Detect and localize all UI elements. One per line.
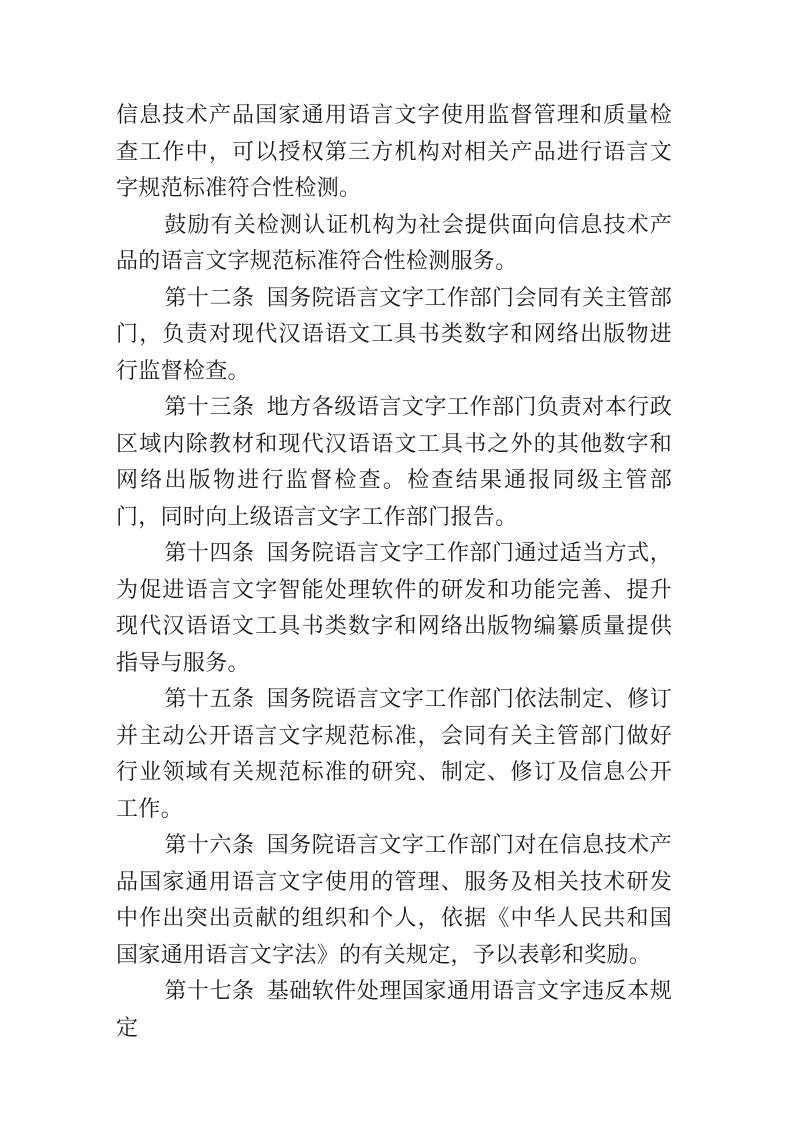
article-number: 第十四条 — [164, 541, 255, 566]
article-17 — [116, 974, 672, 1047]
article-13 — [116, 390, 672, 536]
article-text: 国务院语言文字工作部门对在信息技术产品国家通用语言文字使用的管理、服务及相关技术研发中作出突出贡献的组织和个人，依据《中华人民共和国国家通用语言文字法》的有关规定，予以表彰和奖励。 — [116, 833, 672, 968]
article-14 — [116, 536, 672, 682]
paragraph-text: 鼓励有关检测认证机构为社会提供面向信息技术产品的语言文字规范标准符合性检测服务。 — [116, 212, 672, 274]
paragraph-encourage-testing — [116, 208, 672, 281]
article-text: 基础软件处理国家通用语言文字违反本规定 — [116, 979, 672, 1041]
article-number: 第十七条 — [164, 979, 255, 1004]
article-number: 第十三条 — [164, 395, 255, 420]
article-text: 地方各级语言文字工作部门负责对本行政区域内除教材和现代汉语语文工具书之外的其他数字和网络出版物进行监督检查。检查结果通报同级主管部门，同时向上级语言文字工作部门报告。 — [116, 395, 672, 530]
document-page — [116, 98, 672, 1047]
article-number: 第十五条 — [164, 687, 255, 712]
article-12 — [116, 281, 672, 391]
article-number: 第十六条 — [164, 833, 255, 858]
paragraph-text: 信息技术产品国家通用语言文字使用监督管理和质量检查工作中，可以授权第三方机构对相关产品进行语言文字规范标准符合性检测。 — [116, 103, 672, 201]
article-16 — [116, 828, 672, 974]
article-15 — [116, 682, 672, 828]
article-text: 国务院语言文字工作部门依法制定、修订并主动公开语言文字规范标准，会同有关主管部门做好行业领域有关规范标准的研究、制定、修订及信息公开工作。 — [116, 687, 672, 822]
article-number: 第十二条 — [164, 285, 255, 311]
article-text: 国务院语言文字工作部门会同有关主管部门，负责对现代汉语语文工具书类数字和网络出版物进行监督检查。 — [116, 285, 672, 384]
article-text: 国务院语言文字工作部门通过适当方式，为促进语言文字智能处理软件的研发和功能完善、提升现代汉语语文工具书类数字和网络出版物编纂质量提供指导与服务。 — [116, 541, 672, 676]
paragraph-continuation — [116, 98, 672, 208]
